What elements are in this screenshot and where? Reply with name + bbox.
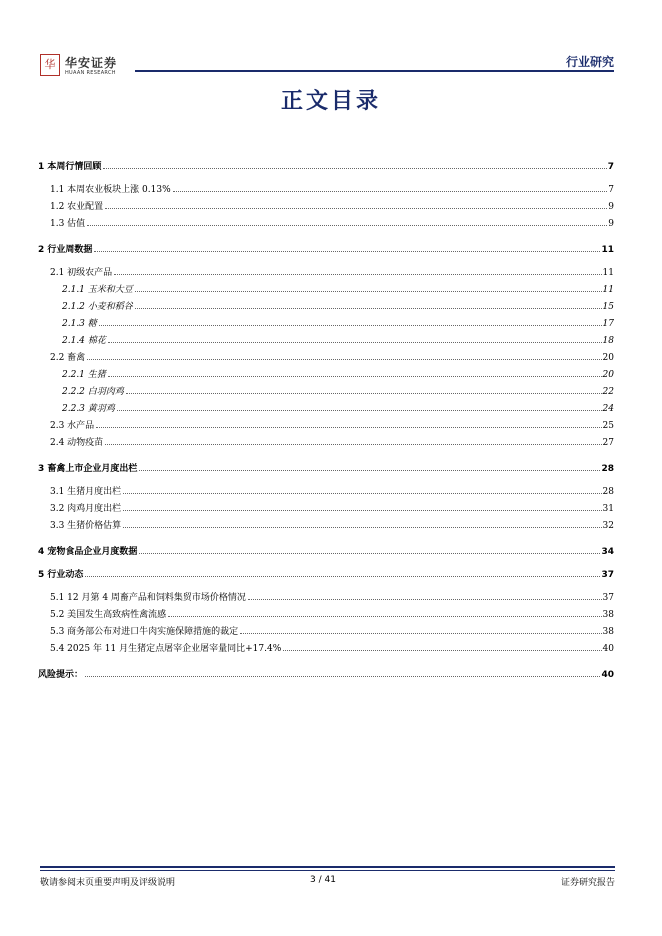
page-title: 正文目录 <box>280 89 381 114</box>
toc-leader-dots <box>96 427 601 428</box>
toc-entry[interactable] <box>38 332 614 346</box>
toc-entry-label: 1.1 本周农业板块上涨 0.13% <box>50 185 171 195</box>
toc-leader-dots <box>126 393 602 394</box>
footer-rule-thin <box>40 870 615 871</box>
toc-entry-label: 2.1.2 小麦和稻谷 <box>62 302 133 312</box>
toc-leader-dots <box>117 410 602 411</box>
toc-entry-page: 28 <box>602 487 614 497</box>
toc-leader-dots <box>240 633 601 634</box>
toc-entry[interactable] <box>38 543 614 557</box>
toc-entry[interactable] <box>38 215 614 229</box>
toc-entry-label: 3.1 生猪月度出栏 <box>50 487 122 497</box>
toc-entry-page: 17 <box>602 319 614 329</box>
toc-leader-dots <box>87 359 601 360</box>
toc-entry-page: 9 <box>608 219 614 229</box>
toc-entry-page: 25 <box>602 421 614 431</box>
toc-entry-label: 4 宠物食品企业月度数据 <box>38 547 138 557</box>
toc-entry[interactable] <box>38 417 614 431</box>
footer-rule-thick <box>40 866 615 868</box>
toc-entry-label: 1.3 估值 <box>50 219 86 229</box>
toc-entry[interactable] <box>38 349 614 363</box>
toc-entry-label: 2.4 动物疫苗 <box>50 438 104 448</box>
toc-entry[interactable] <box>38 264 614 278</box>
toc-entry-label: 2.1.1 玉米和大豆 <box>62 285 133 295</box>
toc-entry[interactable] <box>38 460 614 474</box>
toc-leader-dots <box>248 599 602 600</box>
toc-entry-label: 5.3 商务部公布对进口牛肉实施保障措施的裁定 <box>50 627 239 637</box>
toc-entry-page: 15 <box>602 302 614 312</box>
toc-leader-dots <box>139 470 600 471</box>
toc-entry-page: 38 <box>602 627 614 637</box>
toc-leader-dots <box>94 251 600 252</box>
toc-entry[interactable] <box>38 298 614 312</box>
toc-entry-label: 2 行业周数据 <box>38 245 93 255</box>
toc-leader-dots <box>283 650 601 651</box>
toc-entry-page: 37 <box>601 570 614 580</box>
toc-entry[interactable] <box>38 158 614 172</box>
toc-leader-dots <box>168 616 601 617</box>
toc-entry-label: 1.2 农业配置 <box>50 202 104 212</box>
toc-entry-page: 20 <box>602 353 614 363</box>
toc-leader-dots <box>105 208 607 209</box>
toc-entry-label: 2.2.1 生猪 <box>62 370 106 380</box>
toc-entry[interactable] <box>38 623 614 637</box>
toc-entry-label: 2.2 畜禽 <box>50 353 86 363</box>
header-rule <box>135 70 614 72</box>
toc-entry[interactable] <box>38 281 614 295</box>
toc-leader-dots <box>85 676 600 677</box>
toc-leader-dots <box>114 274 601 275</box>
toc-entry-label: 5.2 美国发生高致病性禽流感 <box>50 610 167 620</box>
toc-entry-label: 2.1 初级农产品 <box>50 268 113 278</box>
toc-entry-page: 40 <box>601 670 614 680</box>
toc-entry[interactable] <box>38 640 614 654</box>
toc-entry-label: 5.1 12 月第 4 周畜产品和饲料集贸市场价格情况 <box>50 593 246 603</box>
report-type: 证券研究报告 <box>560 878 615 888</box>
toc-entry[interactable] <box>38 383 614 397</box>
toc-entry-label: 2.2.3 黄羽鸡 <box>62 404 115 414</box>
toc-entry-label: 3.3 生猪价格估算 <box>50 521 122 531</box>
toc-entry-page: 37 <box>602 593 614 603</box>
toc-entry-page: 27 <box>602 438 614 448</box>
toc-entry-page: 38 <box>602 610 614 620</box>
toc-leader-dots <box>108 342 602 343</box>
toc-entry-label: 风险提示： <box>38 670 84 680</box>
toc-leader-dots <box>123 527 601 528</box>
toc-entry-page: 11 <box>602 285 614 295</box>
toc-entry[interactable] <box>38 181 614 195</box>
company-logo <box>40 54 135 84</box>
toc-entry-page: 28 <box>601 464 614 474</box>
toc-entry[interactable] <box>38 483 614 497</box>
page-number: 3 / 41 <box>310 875 336 885</box>
toc-leader-dots <box>103 168 606 169</box>
toc-leader-dots <box>108 376 602 377</box>
toc-entry[interactable] <box>38 666 614 680</box>
toc-entry[interactable] <box>38 434 614 448</box>
toc-entry-page: 7 <box>608 185 614 195</box>
toc-leader-dots <box>99 325 602 326</box>
toc-entry[interactable] <box>38 500 614 514</box>
toc-entry[interactable] <box>38 198 614 212</box>
toc-entry-page: 20 <box>602 370 614 380</box>
toc-leader-dots <box>139 553 600 554</box>
toc-entry[interactable] <box>38 606 614 620</box>
toc-entry[interactable] <box>38 517 614 531</box>
toc-leader-dots <box>173 191 608 192</box>
toc-entry-page: 32 <box>602 521 614 531</box>
toc-leader-dots <box>87 225 607 226</box>
toc-leader-dots <box>135 291 602 292</box>
toc-entry-page: 7 <box>607 162 614 172</box>
toc-entry-page: 18 <box>602 336 614 346</box>
toc-entry-label: 1 本周行情回顾 <box>38 162 102 172</box>
disclaimer-note: 敬请参阅末页重要声明及评级说明 <box>40 878 176 888</box>
toc-entry-label: 5 行业动态 <box>38 570 84 580</box>
toc-entry-label: 2.1.3 糖 <box>62 319 97 329</box>
toc-entry-label: 2.1.4 棉花 <box>62 336 106 346</box>
toc-entry-label: 2.2.2 白羽肉鸡 <box>62 387 124 397</box>
toc-entry-label: 5.4 2025 年 11 月生猪定点屠宰企业屠宰量同比+17.4% <box>50 644 282 654</box>
toc-entry-page: 11 <box>601 245 614 255</box>
toc-leader-dots <box>123 510 601 511</box>
logo-chinese-name: 华安证券 <box>65 56 118 70</box>
toc-entry[interactable] <box>38 315 614 329</box>
toc-entry-page: 31 <box>602 504 614 514</box>
toc-leader-dots <box>123 493 601 494</box>
toc-entry[interactable] <box>38 566 614 580</box>
logo-seal-icon: 华 <box>40 54 60 76</box>
toc-entry-page: 40 <box>602 644 614 654</box>
toc-entry-label: 3.2 肉鸡月度出栏 <box>50 504 122 514</box>
toc-leader-dots <box>85 576 600 577</box>
toc-entry-page: 9 <box>608 202 614 212</box>
logo-english-name: HUAAN RESEARCH <box>65 70 116 76</box>
toc-entry-label: 3 畜禽上市企业月度出栏 <box>38 464 138 474</box>
report-section-label: 行业研究 <box>565 55 614 69</box>
toc-entry-page: 34 <box>601 547 614 557</box>
toc-entry[interactable] <box>38 400 614 414</box>
toc-entry[interactable] <box>38 241 614 255</box>
toc-entry[interactable] <box>38 589 614 603</box>
page-header <box>40 50 614 80</box>
toc-entry-label: 2.3 水产品 <box>50 421 95 431</box>
toc-entry-page: 11 <box>602 268 614 278</box>
toc-entry-page: 22 <box>602 387 614 397</box>
toc-leader-dots <box>105 444 601 445</box>
toc-leader-dots <box>135 308 602 309</box>
toc-entry[interactable] <box>38 366 614 380</box>
toc-entry-page: 24 <box>602 404 614 414</box>
